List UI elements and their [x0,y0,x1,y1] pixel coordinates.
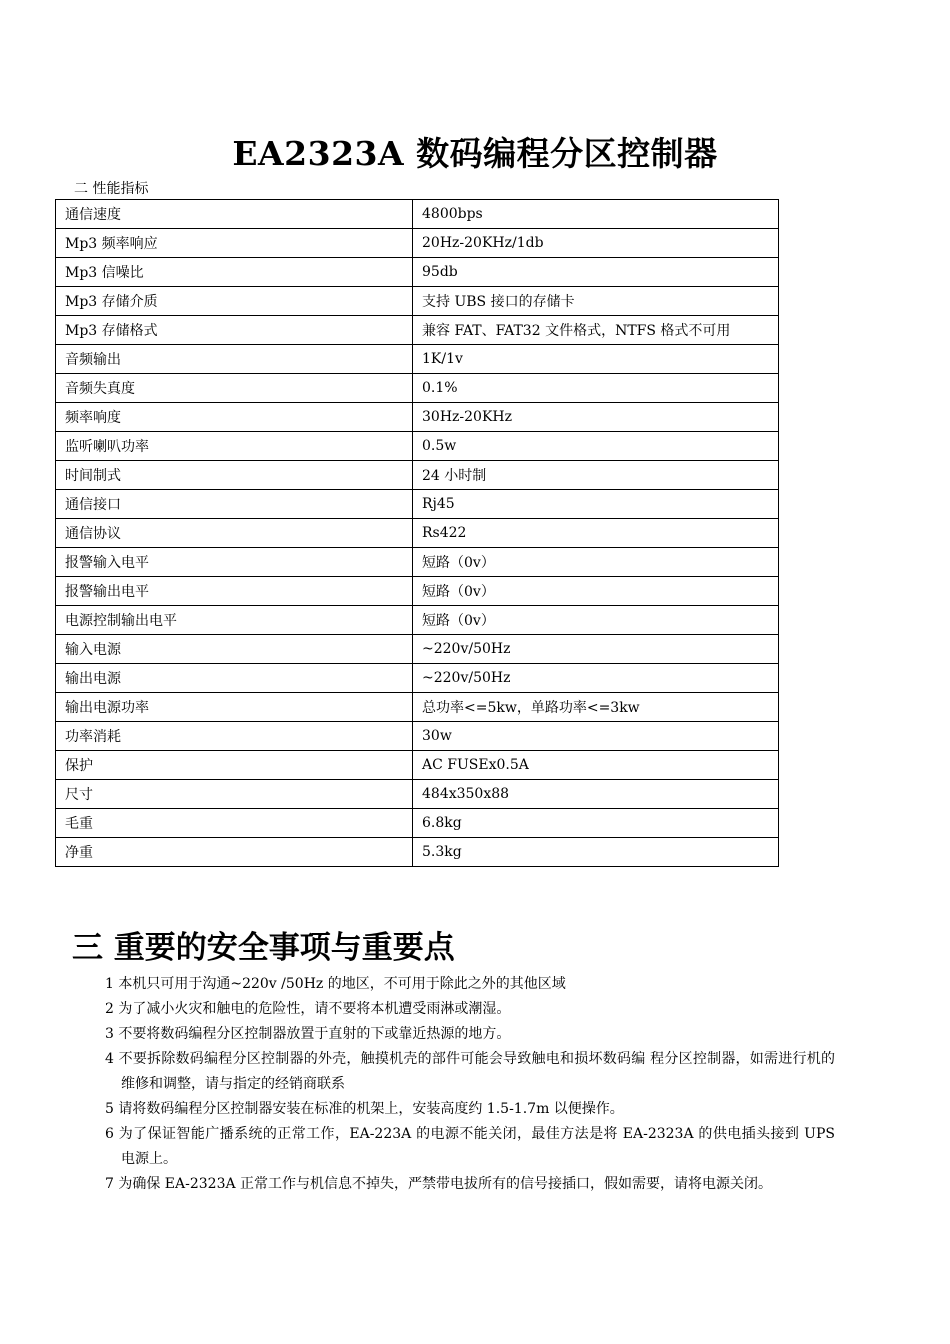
spec-table-body [56,200,779,867]
spec-row [56,838,779,867]
spec-value: 短路（0v） [413,548,779,577]
spec-row [56,432,779,461]
spec-name: 报警输出电平 [56,577,413,606]
spec-name: Mp3 信噪比 [56,258,413,287]
spec-value: 484x350x88 [413,780,779,809]
spec-row [56,345,779,374]
safety-notes-list [105,972,835,1197]
spec-value: 20Hz-20KHz/1db [413,229,779,258]
spec-value: 支持 UBS 接口的存储卡 [413,287,779,316]
spec-name: 通信接口 [56,490,413,519]
spec-name: 净重 [56,838,413,867]
spec-value: 24 小时制 [413,461,779,490]
spec-name: 时间制式 [56,461,413,490]
safety-note: 1 本机只可用于沟通~220v /50Hz 的地区，不可用于除此之外的其他区域 [105,976,566,992]
safety-note: 6 为了保证智能广播系统的正常工作，EA-223A 的电源不能关闭，最佳方法是将 EA-2323A 的供电插头接到 UPS 电源上。 [105,1126,835,1167]
spec-name: Mp3 存储介质 [56,287,413,316]
spec-value: 6.8kg [413,809,779,838]
spec-name: 尺寸 [56,780,413,809]
spec-value: 兼容 FAT、FAT32 文件格式，NTFS 格式不可用 [413,316,779,345]
spec-table [55,199,779,867]
spec-row [56,258,779,287]
spec-value: Rj45 [413,490,779,519]
spec-row [56,693,779,722]
spec-value: ~220v/50Hz [413,664,779,693]
spec-row [56,519,779,548]
spec-row [56,490,779,519]
spec-value: 总功率<=5kw，单路功率<=3kw [413,693,779,722]
spec-row [56,374,779,403]
spec-name: 报警输入电平 [56,548,413,577]
spec-row [56,606,779,635]
spec-name: 功率消耗 [56,722,413,751]
spec-row [56,664,779,693]
spec-row [56,316,779,345]
spec-row [56,229,779,258]
spec-value: 5.3kg [413,838,779,867]
safety-note: 7 为确保 EA-2323A 正常工作与机信息不掉失，严禁带电拔所有的信号接插口，假如需要，请将电源关闭。 [105,1176,773,1192]
spec-value: 95db [413,258,779,287]
spec-name: Mp3 频率响应 [56,229,413,258]
spec-name: 输入电源 [56,635,413,664]
spec-name: 保护 [56,751,413,780]
spec-row [56,751,779,780]
spec-name: 频率响度 [56,403,413,432]
spec-row [56,722,779,751]
spec-name: 输出电源功率 [56,693,413,722]
safety-note: 4 不要拆除数码编程分区控制器的外壳，触摸机壳的部件可能会导致触电和损坏数码编 程分区控制器，如需进行机的维修和调整，请与指定的经销商联系 [105,1051,835,1092]
spec-value: 30w [413,722,779,751]
spec-value: 0.1% [413,374,779,403]
spec-row [56,809,779,838]
section-heading-safety: 三 重要的安全事项与重要点 [72,930,455,966]
spec-value: 短路（0v） [413,577,779,606]
spec-value: 1K/1v [413,345,779,374]
spec-row [56,287,779,316]
spec-row [56,548,779,577]
document-title: EA2323A 数码编程分区控制器 [232,134,718,173]
spec-name: 电源控制输出电平 [56,606,413,635]
spec-row [56,461,779,490]
spec-name: Mp3 存储格式 [56,316,413,345]
spec-value: 短路（0v） [413,606,779,635]
spec-name: 输出电源 [56,664,413,693]
spec-name: 通信协议 [56,519,413,548]
safety-note: 5 请将数码编程分区控制器安装在标准的机架上，安装高度约 1.5-1.7m 以便操作。 [105,1101,624,1117]
safety-note: 2 为了减小火灾和触电的危险性，请不要将本机遭受雨淋或潮湿。 [105,1001,511,1017]
spec-name: 音频输出 [56,345,413,374]
spec-value: 30Hz-20KHz [413,403,779,432]
spec-value: 0.5w [413,432,779,461]
spec-name: 音频失真度 [56,374,413,403]
section-heading-performance: 二 性能指标 [74,181,149,197]
spec-name: 毛重 [56,809,413,838]
spec-row [56,577,779,606]
spec-name: 通信速度 [56,200,413,229]
spec-name: 监听喇叭功率 [56,432,413,461]
spec-value: 4800bps [413,200,779,229]
spec-value: AC FUSEx0.5A [413,751,779,780]
spec-row [56,403,779,432]
spec-row [56,780,779,809]
spec-value: ~220v/50Hz [413,635,779,664]
spec-value: Rs422 [413,519,779,548]
safety-note: 3 不要将数码编程分区控制器放置于直射的下或靠近热源的地方。 [105,1026,511,1042]
spec-row [56,635,779,664]
spec-row [56,200,779,229]
